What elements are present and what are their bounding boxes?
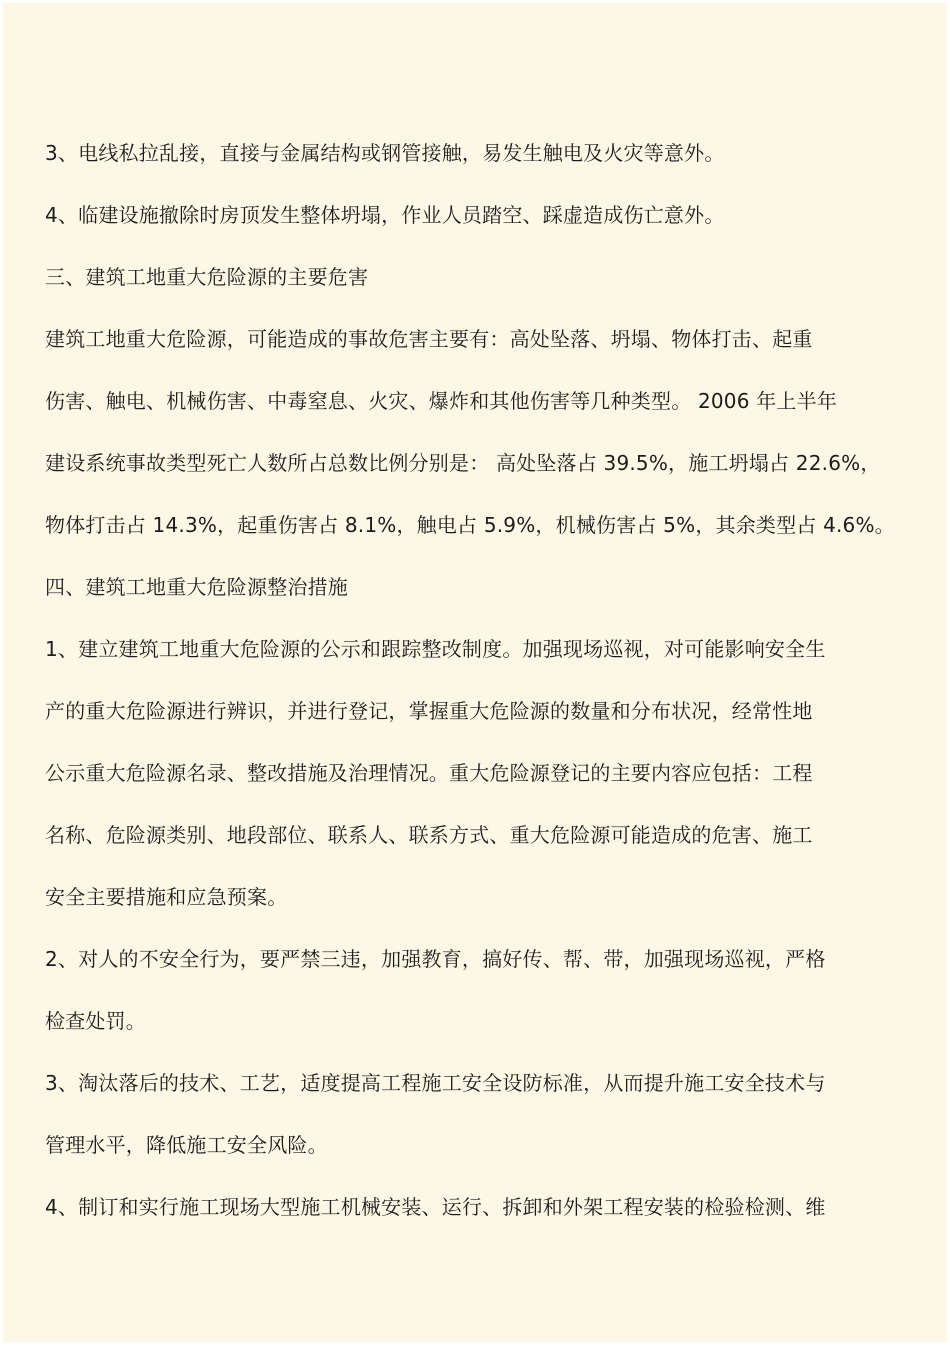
text-line: 建设系统事故类型死亡人数所占总数比例分别是： 高处坠落占 39.5%，施工坍塌占 22.6%， xyxy=(45,451,881,475)
text-line: 3、电线私拉乱接，直接与金属结构或钢管接触，易发生触电及火灾等意外。 xyxy=(45,141,725,165)
text-line: 名称、危险源类别、地段部位、联系人、联系方式、重大危险源可能造成的危害、施工 xyxy=(45,823,813,847)
text-line: 4、制订和实行施工现场大型施工机械安装、运行、拆卸和外架工程安装的检验检测、维 xyxy=(45,1195,826,1219)
text-line: 公示重大危险源名录、整改措施及治理情况。重大危险源登记的主要内容应包括：工程 xyxy=(45,761,813,785)
text-line: 2、对人的不安全行为，要严禁三违，加强教育，搞好传、帮、带，加强现场巡视，严格 xyxy=(45,947,826,971)
text-line: 建筑工地重大危险源，可能造成的事故危害主要有：高处坠落、坍塌、物体打击、起重 xyxy=(45,327,813,351)
document-page xyxy=(3,3,947,1342)
text-line: 产的重大危险源进行辨识，并进行登记，掌握重大危险源的数量和分布状况，经常性地 xyxy=(45,699,813,723)
text-line: 检查处罚。 xyxy=(45,1009,146,1033)
section-heading: 三、建筑工地重大危险源的主要危害 xyxy=(45,265,369,289)
text-line: 3、淘汰落后的技术、工艺，适度提高工程施工安全设防标准，从而提升施工安全技术与 xyxy=(45,1071,826,1095)
text-line: 1、建立建筑工地重大危险源的公示和跟踪整改制度。加强现场巡视，对可能影响安全生 xyxy=(45,637,826,661)
section-heading: 四、建筑工地重大危险源整治措施 xyxy=(45,575,348,599)
text-line: 物体打击占 14.3%，起重伤害占 8.1%，触电占 5.9%，机械伤害占 5%，其余类型占 4.6%。 xyxy=(45,513,895,537)
text-line: 管理水平，降低施工安全风险。 xyxy=(45,1133,328,1157)
text-line: 安全主要措施和应急预案。 xyxy=(45,885,288,909)
text-line: 伤害、触电、机械伤害、中毒窒息、火灾、爆炸和其他伤害等几种类型。 2006 年上半年 xyxy=(45,389,838,413)
text-line: 4、临建设施撤除时房顶发生整体坍塌，作业人员踏空、踩虚造成伤亡意外。 xyxy=(45,203,725,227)
